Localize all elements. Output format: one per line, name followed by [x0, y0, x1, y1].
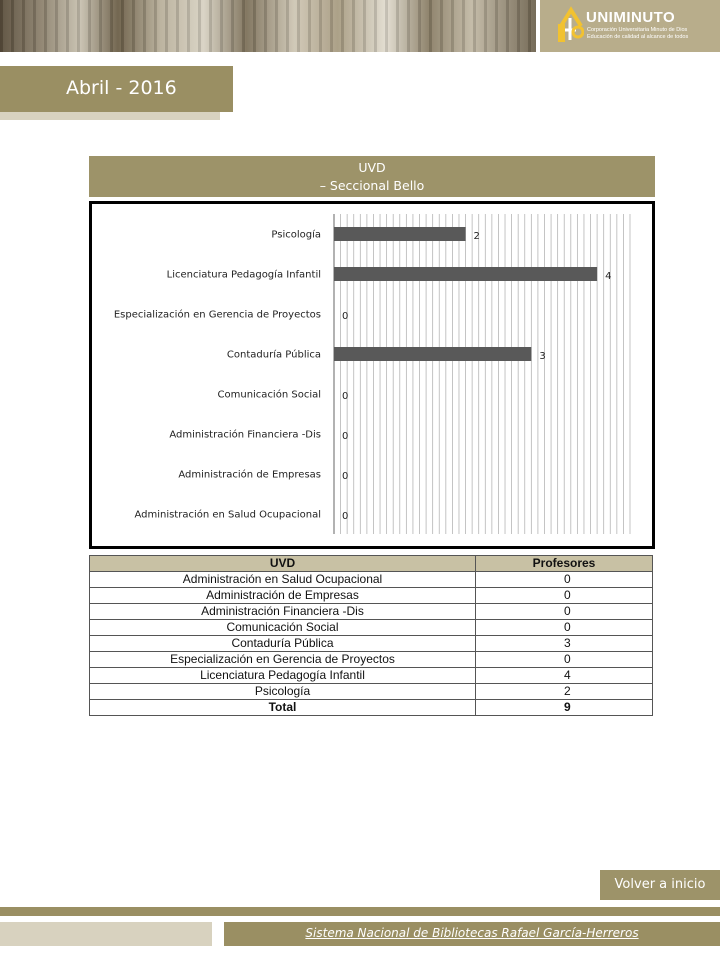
- chart-category-label: Administración en Salud Ocupacional: [134, 509, 321, 521]
- chart-category-label: Administración Financiera -Dis: [169, 429, 321, 441]
- chart-category-label: Especialización en Gerencia de Proyectos: [113, 309, 321, 321]
- chart-value-label: 0: [342, 471, 349, 482]
- table-row: [90, 652, 653, 668]
- chart-value-label: 3: [539, 351, 546, 362]
- table-header-row: [90, 556, 653, 572]
- table-total-row: [90, 700, 653, 716]
- footer-library-link[interactable]: Sistema Nacional de Bibliotecas Rafael García-Herreros: [305, 926, 639, 940]
- footer-left-block: [0, 922, 212, 946]
- table-row: [90, 684, 653, 700]
- table-cell-profesores: 2: [476, 684, 653, 700]
- chart-frame: [89, 201, 655, 549]
- table-row: [90, 572, 653, 588]
- chart-header-line1: UVD: [358, 160, 386, 175]
- table-cell-uvd: Contaduría Pública: [90, 636, 476, 652]
- table-cell-uvd: Comunicación Social: [90, 620, 476, 636]
- page-title: Abril - 2016: [66, 77, 177, 99]
- chart-header-line2: – Seccional Bello: [319, 178, 425, 193]
- footer-divider: [0, 907, 720, 916]
- chart-category-label: Comunicación Social: [217, 389, 321, 401]
- table-cell-profesores: 4: [476, 668, 653, 684]
- chart-value-label: 2: [473, 231, 480, 242]
- table-row: [90, 604, 653, 620]
- table-header-profesores: Profesores: [476, 556, 653, 572]
- table-row: [90, 620, 653, 636]
- uniminuto-logo-icon: [558, 6, 584, 44]
- table-body: [90, 572, 653, 716]
- table-cell-uvd: Administración en Salud Ocupacional: [90, 572, 476, 588]
- bar-chart: [92, 204, 652, 546]
- chart-value-label: 0: [342, 431, 349, 442]
- data-table: [89, 555, 653, 716]
- table-cell-uvd: Administración de Empresas: [90, 588, 476, 604]
- chart-bar: [334, 347, 531, 361]
- table-cell-uvd: Licenciatura Pedagogía Infantil: [90, 668, 476, 684]
- table-cell-profesores: 0: [476, 620, 653, 636]
- logo-name: UNIMINUTO: [586, 9, 676, 26]
- table-row: [90, 668, 653, 684]
- chart-category-label: Administración de Empresas: [178, 469, 321, 481]
- table-cell-profesores: 0: [476, 588, 653, 604]
- table-total-label: Total: [90, 700, 476, 716]
- logo-tagline-1: Corporación Universitaria Minuto de Dios: [587, 27, 688, 33]
- table-row: [90, 636, 653, 652]
- table-cell-profesores: 3: [476, 636, 653, 652]
- logo-tagline-2: Educación de calidad al alcance de todos: [587, 34, 689, 40]
- table-cell-profesores: 0: [476, 572, 653, 588]
- back-to-home-button[interactable]: Volver a inicio: [600, 870, 720, 900]
- table-cell-uvd: Psicología: [90, 684, 476, 700]
- table-cell-profesores: 0: [476, 604, 653, 620]
- chart-value-label: 0: [342, 311, 349, 322]
- chart-bar: [334, 227, 466, 241]
- chart-bar: [334, 267, 597, 281]
- table-row: [90, 588, 653, 604]
- table-total-value: 9: [476, 700, 653, 716]
- chart-category-label: Licenciatura Pedagogía Infantil: [166, 269, 321, 281]
- chart-category-label: Contaduría Pública: [226, 349, 321, 361]
- chart-value-label: 4: [605, 271, 612, 282]
- chart-value-label: 0: [342, 391, 349, 402]
- table-cell-uvd: Administración Financiera -Dis: [90, 604, 476, 620]
- chart-category-label: Psicología: [271, 229, 321, 241]
- chart-value-label: 0: [342, 511, 349, 522]
- chart-gridlines: [334, 214, 630, 534]
- header-banner-photo: [0, 0, 536, 52]
- table-cell-profesores: 0: [476, 652, 653, 668]
- table-header-uvd: UVD: [90, 556, 476, 572]
- table-cell-uvd: Especialización en Gerencia de Proyectos: [90, 652, 476, 668]
- chart-header: [89, 156, 655, 197]
